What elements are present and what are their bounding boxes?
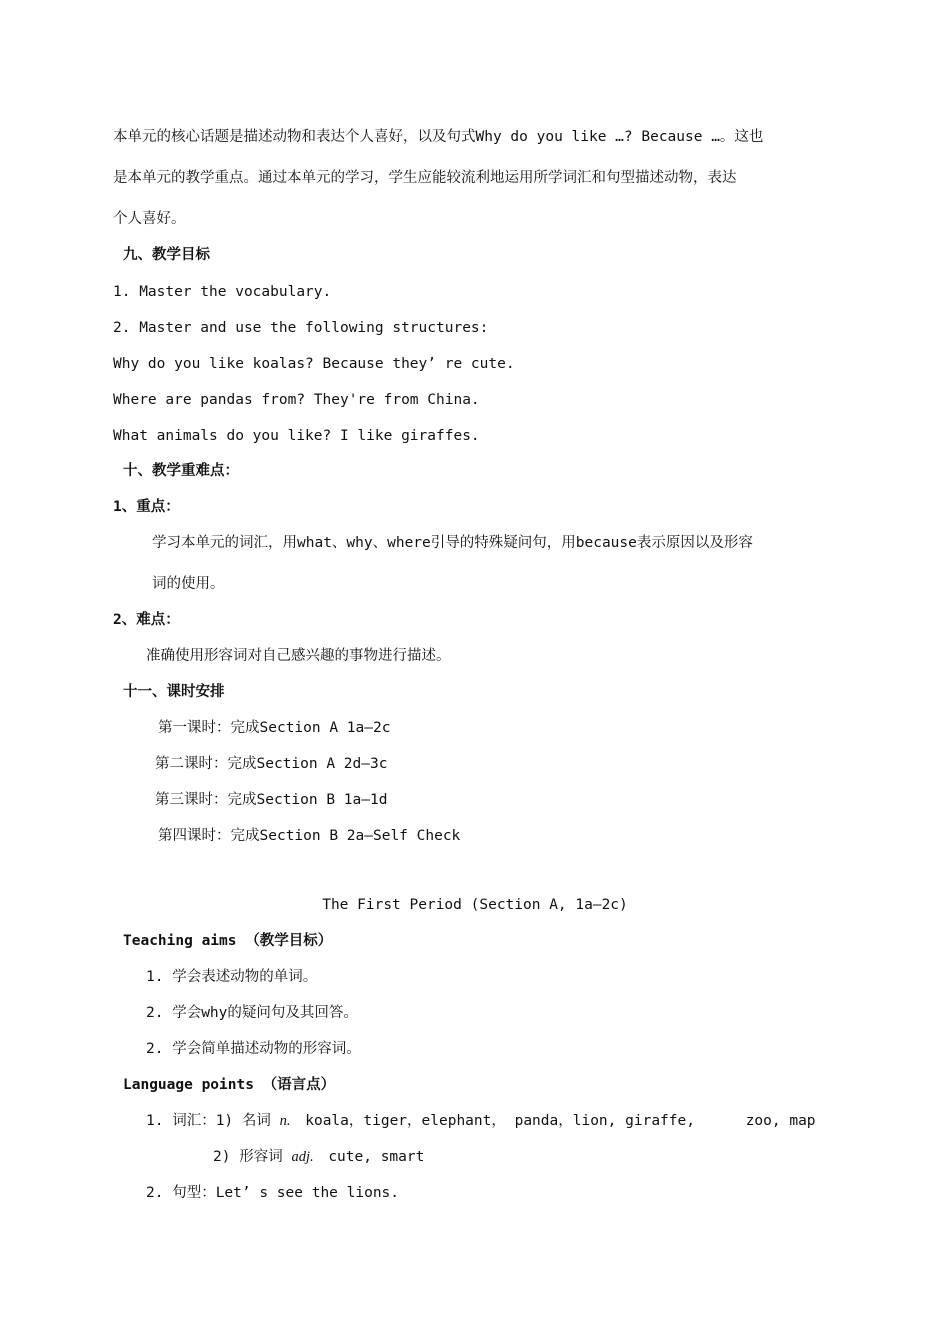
language-points-heading: Language points （语言点） (123, 1077, 336, 1093)
section-heading-schedule: 十一、课时安排 (123, 684, 225, 700)
section-heading-objectives: 九、教学目标 (123, 247, 210, 263)
key-point-text-line-2: 词的使用。 (152, 576, 225, 592)
difficulty-text: 准确使用形容词对自己感兴趣的事物进行描述。 (146, 648, 451, 664)
objective-item: 1. Master the vocabulary. (113, 284, 332, 300)
teaching-aims-heading: Teaching aims （教学目标） (123, 933, 333, 949)
noun-abbreviation: n. (279, 1113, 291, 1129)
intro-line-3: 个人喜好。 (113, 211, 186, 227)
intro-line-2: 是本单元的教学重点。通过本单元的学习，学生应能较流利地运用所学词汇和句型描述动物，表达 (113, 170, 737, 186)
aim-item: 2. 学会why的疑问句及其回答。 (146, 1005, 358, 1021)
example-sentence: Where are pandas from? They're from China. (113, 392, 480, 408)
section-heading-key-points: 十、教学重难点： (123, 463, 239, 479)
key-point-label: 1、重点： (113, 499, 180, 515)
aim-item: 2. 学会简单描述动物的形容词。 (146, 1041, 361, 1057)
adjective-abbreviation: adj. (291, 1149, 314, 1165)
aim-item: 1. 学会表述动物的单词。 (146, 969, 318, 985)
vocabulary-nouns-line (146, 1111, 816, 1131)
difficulty-label: 2、难点： (113, 612, 180, 628)
sentence-pattern-line: 2. 句型：Let’ s see the lions. (146, 1185, 400, 1201)
example-sentence: Why do you like koalas? Because they’ re cute. (113, 356, 515, 372)
noun-list: koala，tiger，elephant， panda，lion, giraffe, (305, 1113, 695, 1129)
adjective-prefix: 2) 形容词 (213, 1149, 283, 1165)
adjective-list: cute, smart (328, 1149, 425, 1165)
period-item: 第一课时：完成Section A 1a–2c (158, 720, 391, 736)
period-item: 第三课时：完成Section B 1a–1d (155, 792, 388, 808)
period-item: 第四课时：完成Section B 2a–Self Check (158, 828, 461, 844)
intro-line-1: 本单元的核心话题是描述动物和表达个人喜好，以及句式Why do you like …? Because …。这也 (113, 129, 764, 145)
noun-list-continued: zoo, map (745, 1113, 816, 1129)
period-item: 第二课时：完成Section A 2d–3c (155, 756, 388, 772)
example-sentence: What animals do you like? I like giraffes. (113, 428, 480, 444)
first-period-title: The First Period (Section A, 1a–2c) (322, 897, 628, 913)
vocabulary-adjectives-line (213, 1147, 424, 1167)
key-point-text-line-1: 学习本单元的词汇，用what、why、where引导的特殊疑问句，用because表示原因以及形容 (152, 535, 753, 551)
objective-item: 2. Master and use the following structures: (113, 320, 489, 336)
vocabulary-prefix: 1. 词汇：1) 名词 (146, 1113, 271, 1129)
